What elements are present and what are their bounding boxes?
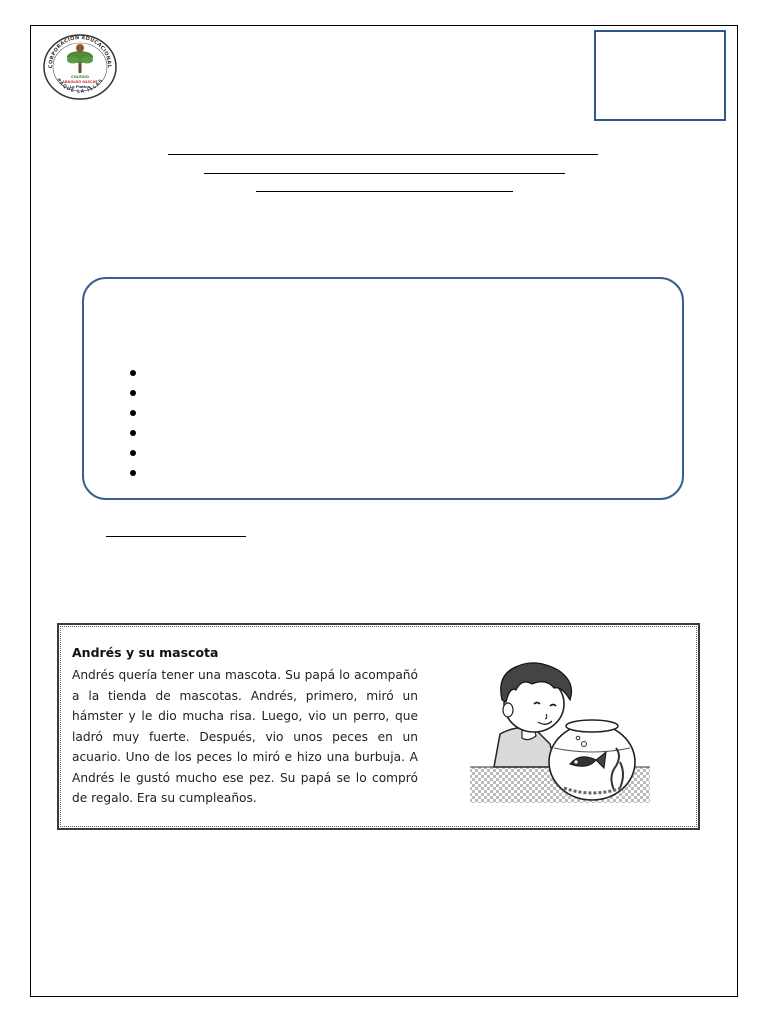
svg-text:COLEGIO: COLEGIO [71,75,89,79]
story-text: Andrés quería tener una mascota. Su papá lo acompañó a la tienda de mascotas. Andrés, primero, miró un hámster y le dio mucha risa. Luego, vio un perro, que ladró muy fuerte. Después, vio unos peces en un acuario. Uno de los peces lo miró e hizo una burbuja. A Andrés le gustó mucho ese pez. Su papá se lo compró de regalo. Era su cumpleaños. [72,668,418,805]
svg-text:CORPORACION EDUCACIONAL: CORPORACION EDUCACIONAL [47,34,113,69]
instructions-box [82,277,684,500]
title-line-2 [204,173,565,174]
section-heading-line [106,536,246,537]
svg-text:ARNOLDO GASCHE: ARNOLDO GASCHE [62,80,98,84]
score-box [594,30,726,121]
svg-text:PAQUE LA ISLAS: PAQUE LA ISLAS [55,78,105,95]
boy-fishbowl-illustration [466,652,652,804]
story-title: Andrés y su mascota [72,645,219,660]
title-line-3 [256,191,513,192]
school-logo [42,33,118,101]
svg-text:La Platina: La Platina [69,85,91,89]
title-line-1 [168,154,598,155]
page-border [30,25,738,997]
